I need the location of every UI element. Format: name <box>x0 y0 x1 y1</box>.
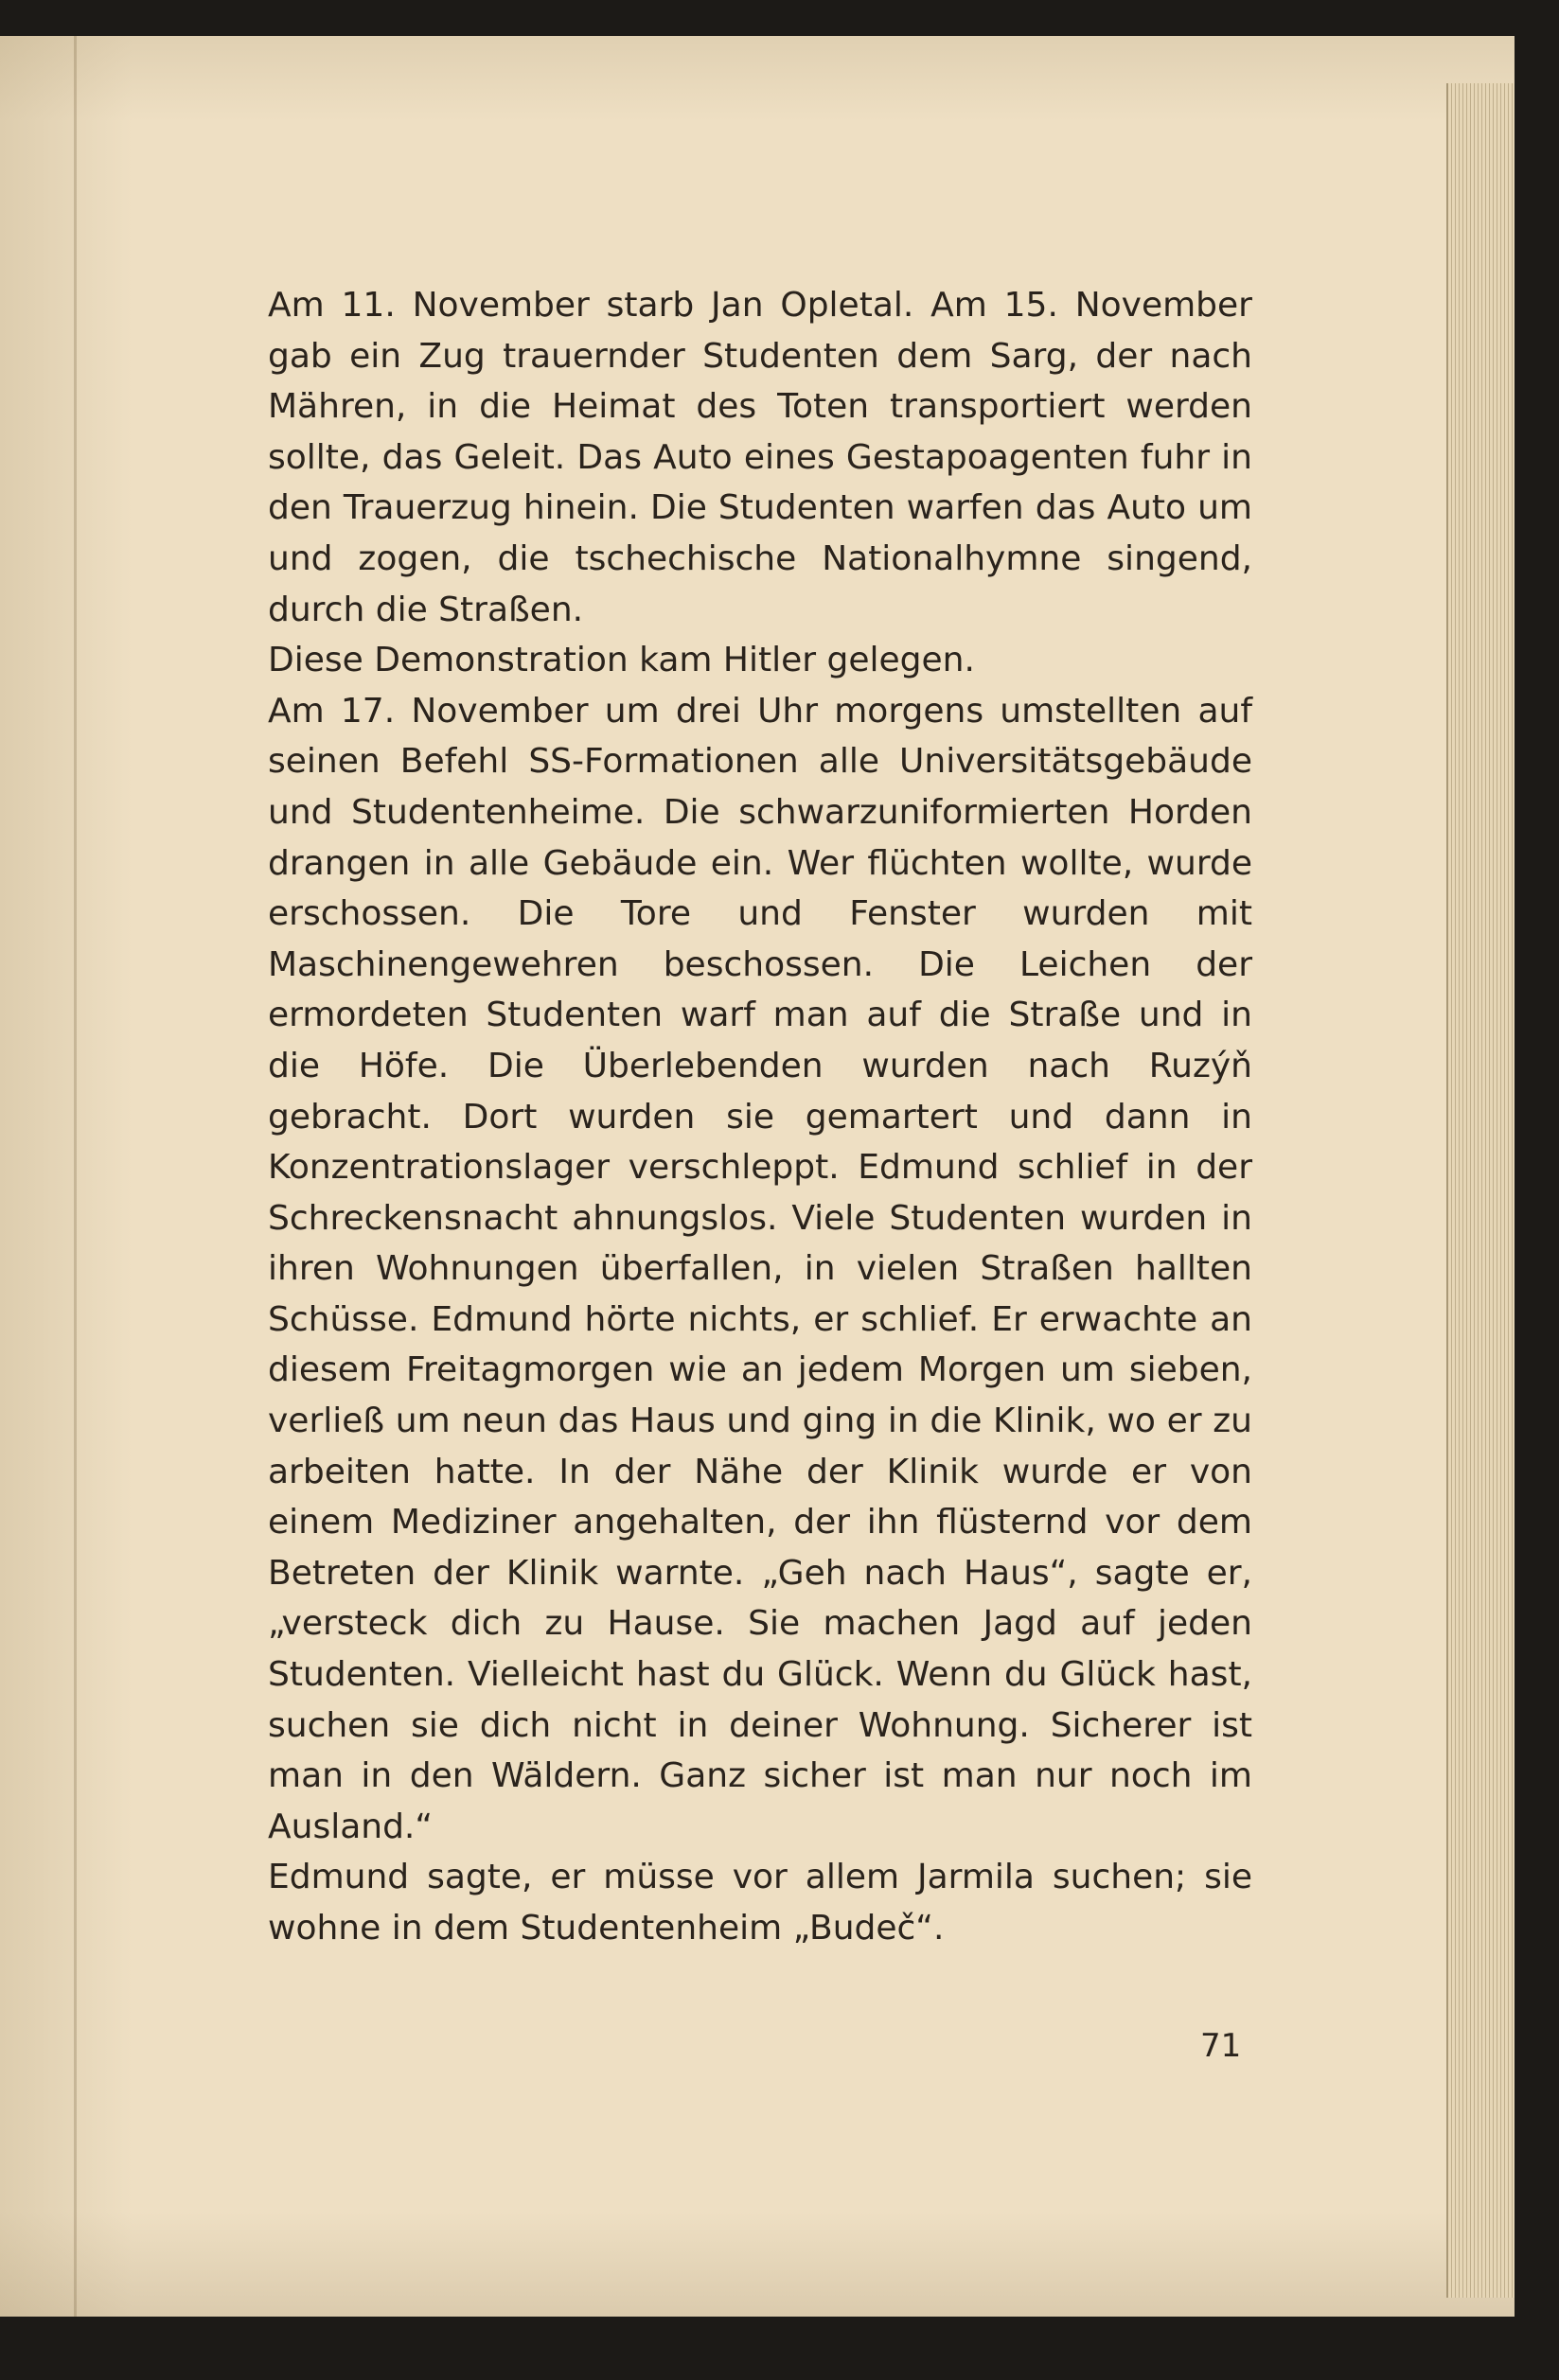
body-text <box>268 280 1252 1954</box>
page-edges <box>1446 83 1515 2298</box>
paragraph-3: Am 17. November um drei Uhr morgens umstellten auf seinen Befehl SS-Formationen alle Universitätsgebäude und Studentenheime. Die schwarzuniformierten Horden drangen in alle Gebäude ein. Wer flüchten wollte, wurde erschossen. Die Tore und Fenster wurden mit Maschinengewehren beschossen. Die Leichen der ermordeten Studenten warf man auf die Straße und in die Höfe. Die Überlebenden wurden nach Ruzýň gebracht. Dort wurden sie gemartert und dann in Konzentrationslager verschleppt. Edmund schlief in der Schreckensnacht ahnungslos. Viele Studenten wurden in ihren Wohnungen überfallen, in vielen Straßen hallten Schüsse. Edmund hörte nichts, er schlief. Er erwachte an diesem Freitagmorgen wie an jedem Morgen um sieben, verließ um neun das Haus und ging in die Klinik, wo er zu arbeiten hatte. In der Nähe der Klinik wurde er von einem Mediziner angehalten, der ihn flüsternd vor dem Betreten der Klinik warnte. „Geh nach Haus“, sagte er, „versteck dich zu Hause. Sie machen Jagd auf jeden Studenten. Vielleicht hast du Glück. Wenn du Glück hast, suchen sie dich nicht in deiner Wohnung. Sicherer ist man in den Wäldern. Ganz sicher ist man nur noch im Ausland.“ <box>268 691 1252 1846</box>
book-page <box>0 36 1515 2317</box>
gutter-shadow <box>74 36 77 2317</box>
paragraph-1: Am 11. November starb Jan Opletal. Am 15. November gab ein Zug trauernder Studenten dem Sarg, der nach Mähren, in die Heimat des Toten transportiert werden sollte, das Geleit. Das Auto eines Gestapoagenten fuhr in den Trauerzug hinein. Die Studenten warfen das Auto um und zogen, die tschechische Nationalhymne singend, durch die Straßen. <box>268 286 1252 629</box>
paragraph-2: Diese Demonstration kam Hitler gelegen. <box>268 641 975 680</box>
paragraph-4: Edmund sagte, er müsse vor allem Jarmila suchen; sie wohne in dem Studentenheim „Budeč“. <box>268 1858 1252 1948</box>
page-number: 71 <box>1200 2027 1242 2065</box>
